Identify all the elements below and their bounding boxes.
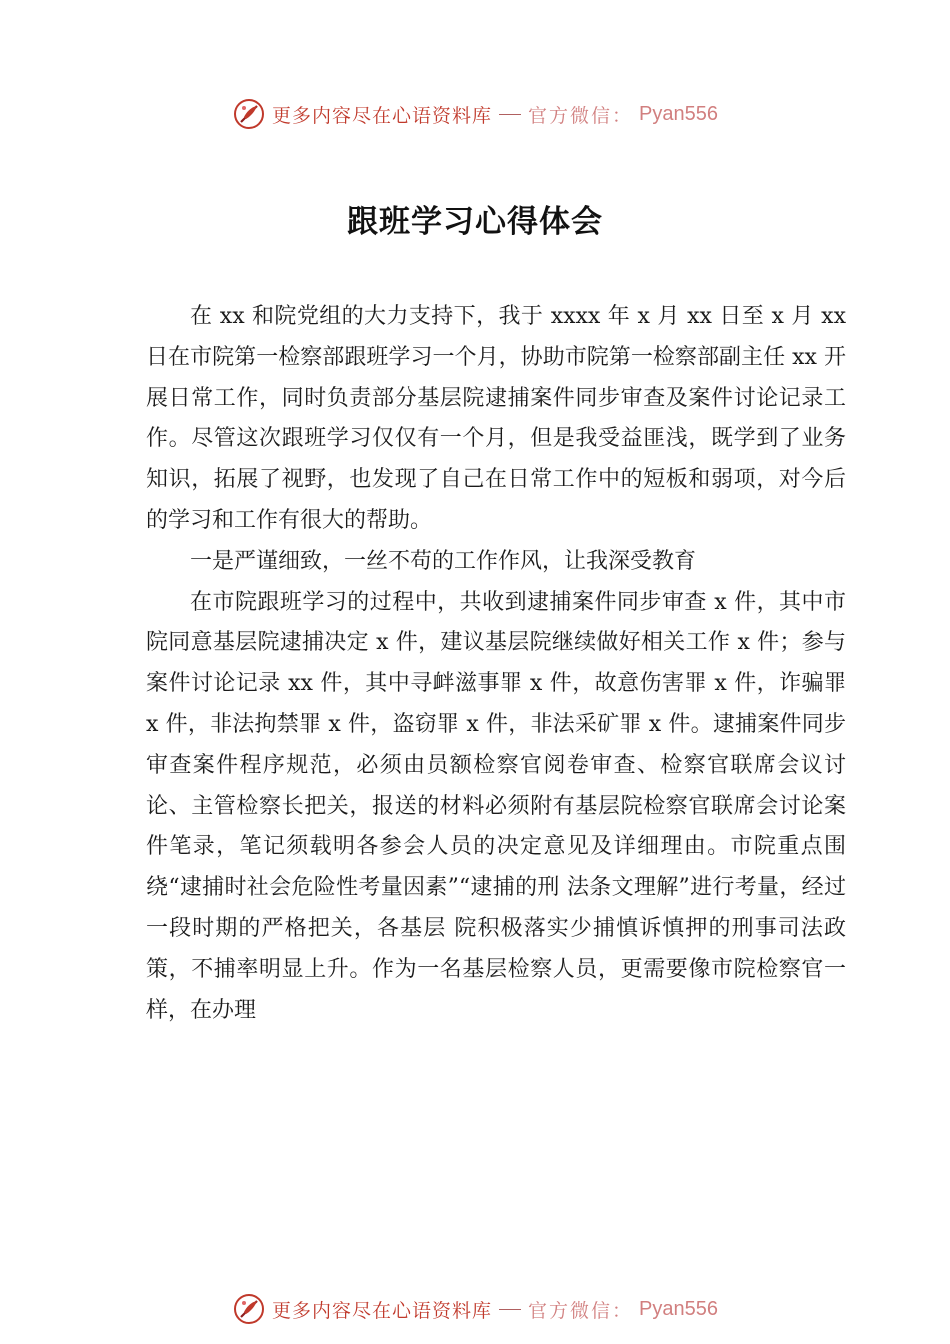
body-paragraph: 在市院跟班学习的过程中，共收到逮捕案件同步审查 x 件，其中市院同意基层院逮捕决定 x 件，建议基层院继续做好相关工作 x 件；参与案件讨论记录 xx 件，其中寻衅滋事罪 x 件，故意伤害罪 x 件，诈骗罪 x 件，非法拘禁罪 x 件，盗窃罪 x 件，非法采矿罪 x 件。逮捕案件同步审查案件程序规范，必须由员额检察官阅卷审查、检察官联席会议讨论、主管检察长把关，报送的材料必须附有基层院检察官联席会讨论案件笔录，笔记须载明各参会人员的决定意见及详细理由。市院重点围绕“逮捕时社会危险性考量因素”“逮捕的刑 法条文理解”进行考量，经过一段时期的严格把关，各基层 院积极落实少捕慎诉慎押的刑事司法政策，不捕率明显上升。作为一名基层检察人员，更需要像市院检察官一样，在办理 (146, 589, 846, 1023)
wechat-id: Pyan556 (639, 102, 718, 125)
separator-dash (499, 114, 521, 115)
wechat-label: 官方微信： (528, 1299, 634, 1322)
document-body (146, 297, 846, 1031)
brand-text: 更多内容尽在心语资料库 (272, 104, 493, 127)
footer-banner (0, 1289, 950, 1329)
header-banner (0, 94, 950, 134)
quill-logo-icon (232, 1292, 266, 1326)
quill-logo-icon (232, 97, 266, 131)
body-paragraph: 在 xx 和院党组的大力支持下，我于 xxxx 年 x 月 xx 日至 x 月 xx 日在市院第一检察部跟班学习一个月，协助市院第一检察部副主任 xx 开展日常工作，同时负责部分基层院逮捕案件同步审查及案件讨论记录工作。尽管这次跟班学习仅仅有一个月，但是我受益匪浅，既学到了业务知识，拓展了视野，也发现了自己在日常工作中的短板和弱项，对今后的学习和工作有很大的帮助。 (146, 304, 846, 533)
wechat-label: 官方微信： (528, 104, 634, 127)
brand-text: 更多内容尽在心语资料库 (272, 1299, 493, 1322)
wechat-id: Pyan556 (639, 1297, 718, 1320)
separator-dash (499, 1309, 521, 1310)
section-heading: 一是严谨细致，一丝不苟的工作作风，让我深受教育 (190, 548, 697, 574)
document-title: 跟班学习心得体会 (347, 204, 603, 240)
